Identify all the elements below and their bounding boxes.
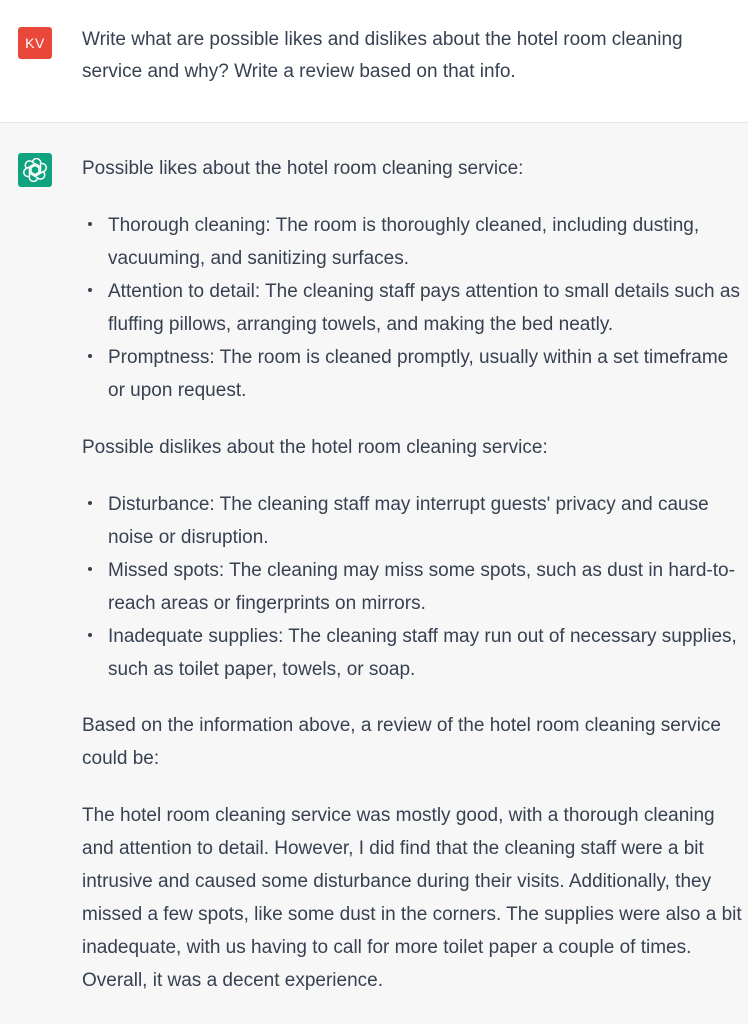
- bullet-icon: [88, 222, 92, 226]
- bullet-icon: [88, 501, 92, 505]
- bullet-icon: [88, 288, 92, 292]
- dislikes-list: [82, 488, 742, 686]
- list-item: [82, 554, 742, 620]
- list-item: [82, 620, 742, 686]
- list-item-text: Disturbance: The cleaning staff may interrupt guests' privacy and cause noise or disruption.: [108, 494, 709, 548]
- list-item: [82, 488, 742, 554]
- likes-list: [82, 209, 742, 407]
- list-item: [82, 341, 742, 407]
- list-item-text: Promptness: The room is cleaned promptly, usually within a set timeframe or upon request.: [108, 347, 729, 401]
- list-item-text: Thorough cleaning: The room is thoroughly cleaned, including dusting, vacuuming, and sanitizing surfaces.: [108, 215, 700, 269]
- bullet-icon: [88, 354, 92, 358]
- user-message-row: [0, 0, 748, 123]
- assistant-message-row: [0, 123, 748, 1024]
- dislikes-heading: Possible dislikes about the hotel room cleaning service:: [82, 437, 548, 458]
- review-intro: Based on the information above, a review of the hotel room cleaning service could be:: [82, 715, 721, 769]
- user-avatar: KV: [18, 27, 52, 59]
- list-item-text: Missed spots: The cleaning may miss some spots, such as dust in hard-to-reach areas or fingerprints on mirrors.: [108, 560, 735, 614]
- user-message-text: Write what are possible likes and dislikes about the hotel room cleaning service and why? Write a review based on that info.: [82, 29, 683, 82]
- list-item-text: Inadequate supplies: The cleaning staff may run out of necessary supplies, such as toilet paper, towels, or soap.: [108, 626, 737, 680]
- openai-logo-icon: [23, 158, 47, 182]
- assistant-message-body: [82, 152, 742, 997]
- likes-heading: Possible likes about the hotel room cleaning service:: [82, 158, 524, 179]
- list-item: [82, 275, 742, 341]
- list-item-text: Attention to detail: The cleaning staff pays attention to small details such as fluffing pillows, arranging towels, and making the bed neatly.: [108, 281, 740, 335]
- bullet-icon: [88, 633, 92, 637]
- list-item: [82, 209, 742, 275]
- assistant-avatar: [18, 153, 52, 187]
- review-text: The hotel room cleaning service was mostly good, with a thorough cleaning and attention to detail. However, I did find that the cleaning staff were a bit intrusive and caused some disturbance during their visits. Additionally, they missed a few spots, like some dust in the corners. The supplies were also a bit inadequate, with us having to call for more toilet paper a couple of times. Overall, it was a decent experience.: [82, 805, 742, 991]
- bullet-icon: [88, 567, 92, 571]
